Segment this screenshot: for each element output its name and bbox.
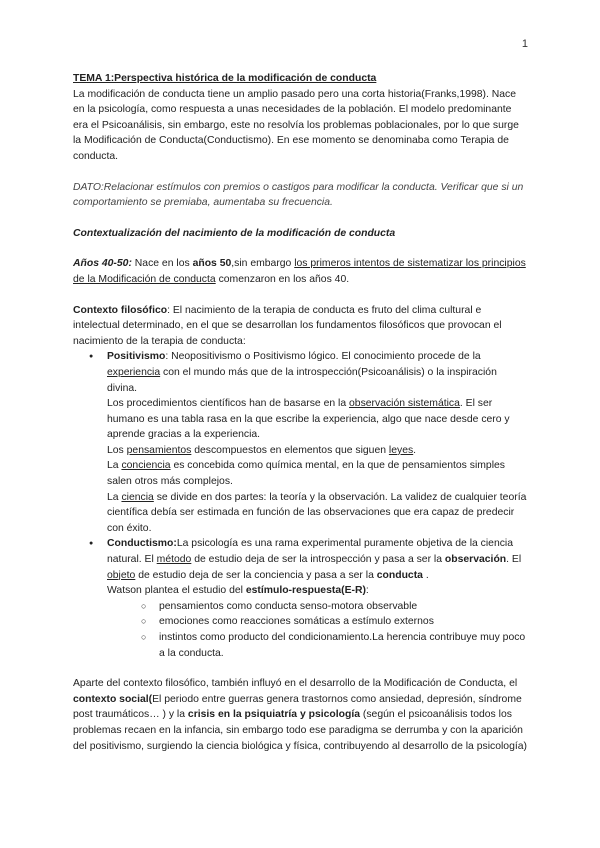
underline: objeto [107,569,136,581]
underline: observación sistemática [349,398,460,410]
underline: método [156,554,192,566]
underline: ciencia [121,491,154,503]
text: Watson plantea el estudio del [107,585,246,597]
document-title: TEMA 1:Perspectiva histórica de la modificación de conducta [73,73,377,84]
positivismo-label: Positivismo [107,351,166,363]
document-body [73,71,528,754]
underline: experiencia [107,366,161,378]
positivismo-line-1 [107,349,528,396]
text: La [107,491,122,503]
text: se divide en dos partes: la teoría y la observación. La validez de cualquier teoría científica debía ser estimada en función de las observaciones que era capaz de predecir con éxito. [107,491,527,534]
text: Los [107,444,127,456]
aparte-paragraph [73,676,528,754]
dato-note: DATO:Relacionar estímulos con premios o castigos para modificar la conducta. Verificar que si un comportamiento se premiaba, aumentaba su frecuencia. [73,181,524,209]
text: : [365,585,369,597]
text: La psicología es una rama experimental puramente objetiva de la ciencia natural. El [107,538,514,566]
philosophy-list [73,349,528,661]
underline: pensamientos [126,444,192,456]
sublist-item: ○ instintos como producto del condicionamiento.La herencia contribuye muy poco a la conducta. [107,630,528,661]
positivismo-line-5 [107,490,528,537]
text: . [422,569,429,581]
anios-label: Años 40-50: [73,258,132,270]
conductismo-line-1 [107,536,528,583]
text: . [413,444,417,456]
underline: conciencia [121,460,171,472]
text: descompuestos en elementos que siguen [191,444,389,456]
list-item-conductismo [73,536,528,661]
text: de estudio deja de ser la introspección y pasa a ser la [191,554,445,566]
anios-paragraph [73,256,528,287]
bold: estímulo-respuesta(E-R) [245,585,366,597]
watson-line [107,583,528,599]
text: . El ser humano es una tabla rasa en la que escribe la experiencia, algo que nace desde cero y aprende gracias a la experiencia. [107,398,510,441]
text: (según el psicoanálisis todos los problemas recaen en la infancia, sin embargo todo ese paradigma se derrumba y con la aparición del positivismo, surgiendo la ciencia biológica y física, contribuyendo al desarrollo de la psicología) [73,709,527,752]
positivismo-line-2 [107,396,528,443]
bold: observación [444,554,507,566]
sublist-item: ○ pensamientos como conducta senso-motora observable [107,599,528,615]
bold: contexto social( [73,693,153,705]
section-heading: Contextualización del nacimiento de la modificación de conducta [73,227,396,239]
conductismo-label: Conductismo: [107,538,177,550]
positivismo-line-4 [107,458,528,489]
page-number: 1 [521,38,528,50]
anios-text-1: Nace en los [131,258,193,270]
text: : Neopositivismo o Positivismo lógico. El conocimiento procede de la [165,351,481,363]
text: El periodo entre guerras genera trastornos como ansiedad, depresión, síndrome post traumáticos… ) y la [73,693,522,721]
text: Aparte del contexto filosófico, también influyó en el desarrollo de la Modificación de Conducta, el [73,678,518,690]
text: . El [506,554,522,566]
anios-text-3: comenzaron en los años 40. [215,273,350,285]
text: La [107,460,122,472]
sublist-item: ○ emociones como reacciones somáticas a estímulo externos [107,614,528,630]
text: Los procedimientos científicos han de basarse en la [107,398,350,410]
bold: crisis en la psiquiatría y psicología [187,709,361,721]
filosofico-paragraph [73,303,528,350]
bold: conducta [376,569,423,581]
anios-text-2: ,sin embargo [231,258,295,270]
list-item-positivismo [73,349,528,536]
anios-bold: años 50 [192,258,232,270]
intro-paragraph: La modificación de conducta tiene un amplio pasado pero una corta historia(Franks,1998). Nace en la psicología, como respuesta a unas necesidades de la población. El modelo predominante era el Psicoanálisis, sin embargo, este no resolvía los problemas poblacionales, por lo que surge la Modificación de Conducta(Conductismo). En ese momento se denominaba como Terapia de conducta. [73,88,519,162]
text: es concebida como química mental, en la que de pensamientos simples salen otros más complejos. [107,460,505,488]
anios-underline: los primeros intentos de sistematizar los principios de la Modificación de conducta [73,258,526,285]
watson-sublist [107,599,528,661]
text: con el mundo más que de la introspección(Psicoanálisis) o la inspiración divina. [107,366,497,394]
underline: leyes [388,444,414,456]
filosofico-label: Contexto filosófico [73,304,168,316]
filosofico-text: : El nacimiento de la terapia de conducta es fruto del clima cultural e intelectual determinado, en el que se desarrollan los fundamentos filosóficos que provocan el nacimiento de la terapia de conducta: [73,304,502,347]
text: de estudio deja de ser la conciencia y pasa a ser la [135,569,377,581]
positivismo-line-3 [107,443,528,459]
